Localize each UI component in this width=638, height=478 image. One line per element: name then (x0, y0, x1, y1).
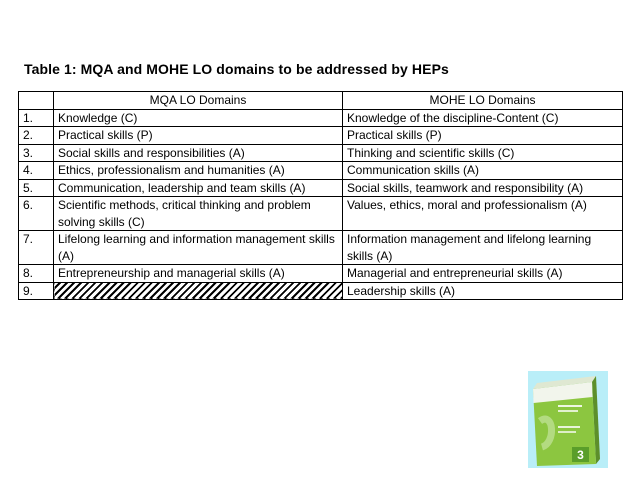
header-mqa: MQA LO Domains (54, 92, 343, 110)
table-row (19, 197, 623, 231)
mohe-domain: Information management and lifelong learning skills (A) (343, 231, 623, 265)
table-row (19, 231, 623, 265)
header-mohe: MOHE LO Domains (343, 92, 623, 110)
row-number: 4. (19, 162, 54, 180)
table-row (19, 109, 623, 127)
row-number: 9. (19, 282, 54, 300)
book-cover-line (558, 405, 582, 407)
row-number: 8. (19, 265, 54, 283)
table-row (19, 265, 623, 283)
mqa-domain: Scientific methods, critical thinking and problem solving skills (C) (54, 197, 343, 231)
mqa-domain: Ethics, professionalism and humanities (A) (54, 162, 343, 180)
row-number: 3. (19, 144, 54, 162)
book-cover-thumbnail (528, 371, 608, 468)
book-cover-line (558, 426, 580, 428)
row-number: 1. (19, 109, 54, 127)
mqa-domain: Social skills and responsibilities (A) (54, 144, 343, 162)
mqa-domain-empty-hatched (54, 282, 343, 300)
mqa-domain: Knowledge (C) (54, 109, 343, 127)
row-number: 2. (19, 127, 54, 145)
book-volume-number: 3 (577, 448, 584, 462)
mqa-domain: Lifelong learning and information management skills (A) (54, 231, 343, 265)
table-row (19, 127, 623, 145)
table-title: Table 1: MQA and MOHE LO domains to be addressed by HEPs (24, 61, 449, 77)
mohe-domain: Practical skills (P) (343, 127, 623, 145)
mqa-domain: Entrepreneurship and managerial skills (A) (54, 265, 343, 283)
mohe-domain: Leadership skills (A) (343, 282, 623, 300)
mqa-domain: Communication, leadership and team skills (A) (54, 179, 343, 197)
mqa-domain: Practical skills (P) (54, 127, 343, 145)
mohe-domain: Values, ethics, moral and professionalism (A) (343, 197, 623, 231)
row-number: 6. (19, 197, 54, 231)
header-number (19, 92, 54, 110)
book-cover-line (558, 410, 578, 412)
book-illustration (528, 371, 608, 468)
table-row (19, 144, 623, 162)
mohe-domain: Communication skills (A) (343, 162, 623, 180)
book-cover-line (558, 431, 576, 433)
row-number: 7. (19, 231, 54, 265)
mohe-domain: Knowledge of the discipline-Content (C) (343, 109, 623, 127)
table-row (19, 179, 623, 197)
lo-domains-table (18, 91, 623, 300)
mohe-domain: Thinking and scientific skills (C) (343, 144, 623, 162)
table-row (19, 162, 623, 180)
table-row (19, 282, 623, 300)
table-header-row (19, 92, 623, 110)
mohe-domain: Managerial and entrepreneurial skills (A) (343, 265, 623, 283)
row-number: 5. (19, 179, 54, 197)
mohe-domain: Social skills, teamwork and responsibility (A) (343, 179, 623, 197)
